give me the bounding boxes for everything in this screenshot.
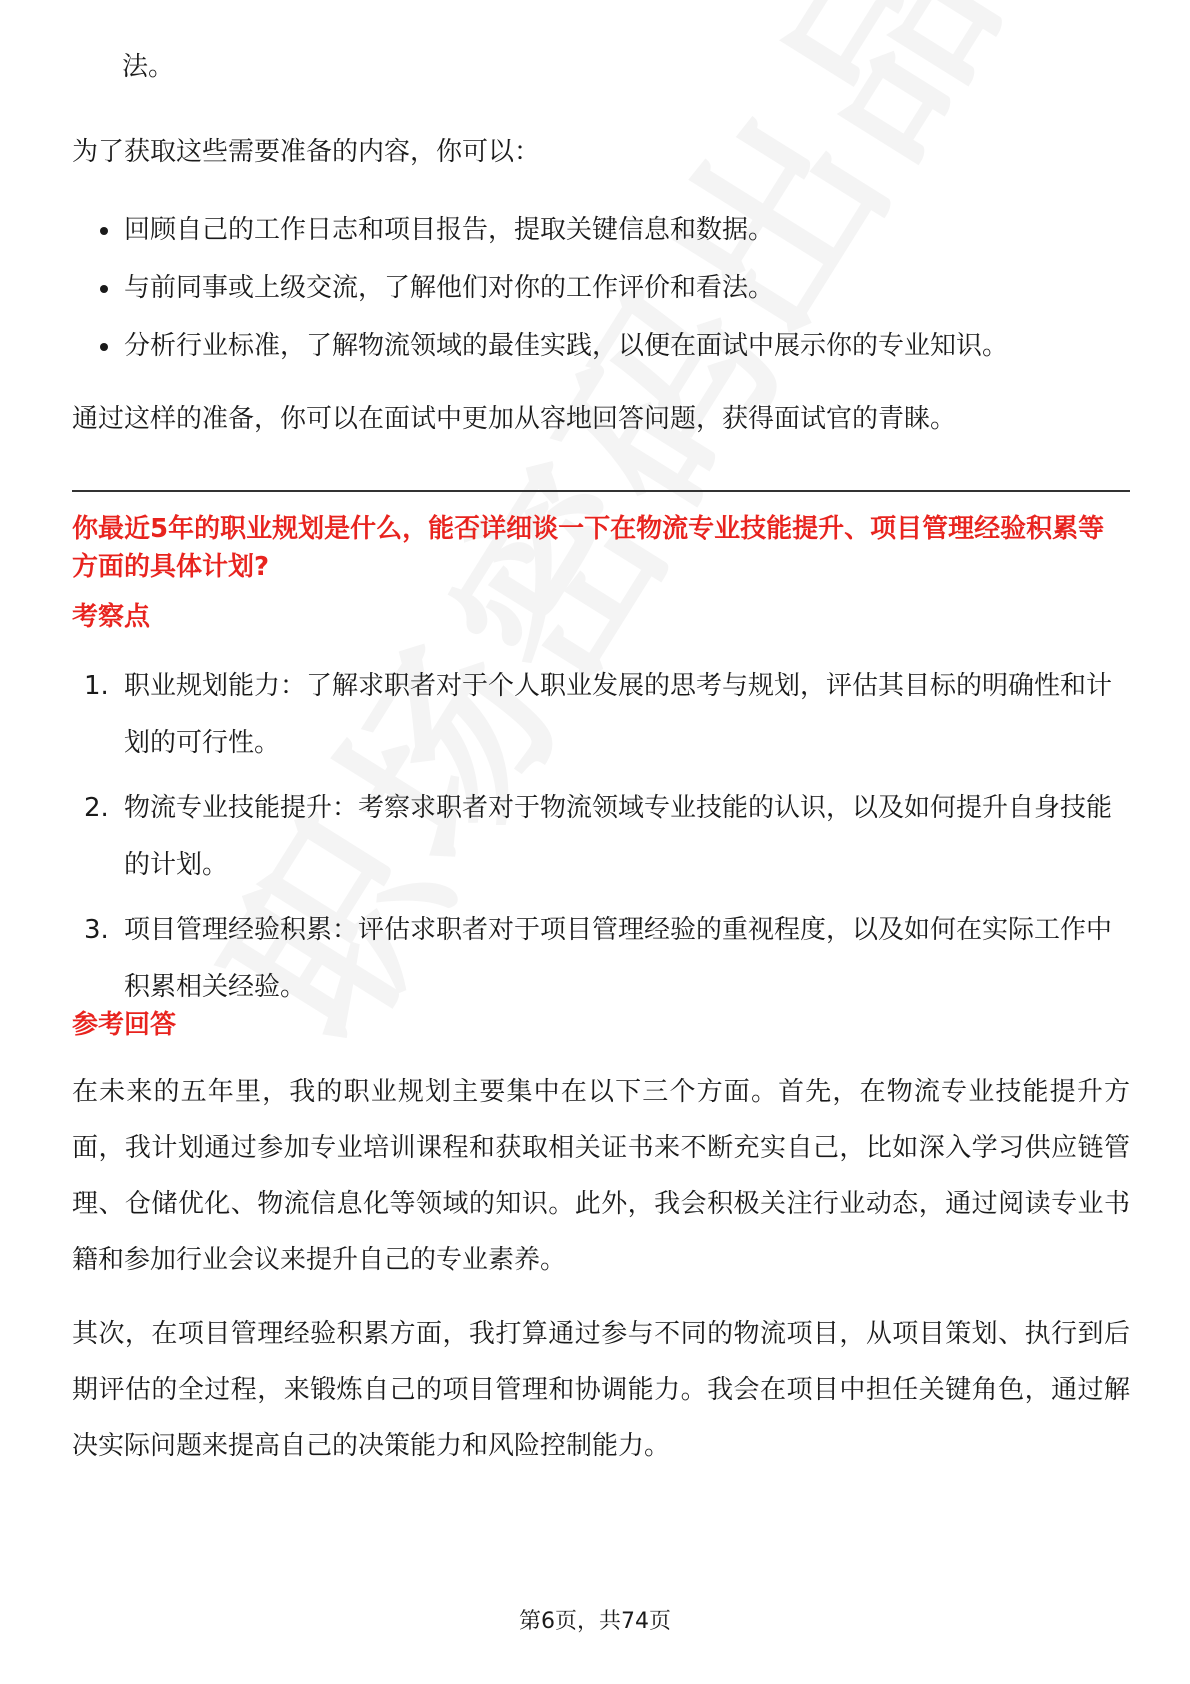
page-footer: 第6页，共74页	[519, 1609, 671, 1634]
list-item	[72, 658, 1130, 772]
fragment-text: 法。	[122, 52, 175, 82]
answer-heading: 参考回答	[72, 1010, 177, 1040]
list-item-text: 物流专业技能提升：考察求职者对于物流领域专业技能的认识，以及如何提升自身技能的计划。	[124, 793, 1113, 880]
list-number: 1.	[84, 671, 109, 701]
list-item	[72, 902, 1130, 1016]
list-item: 与前同事或上级交流，了解他们对你的工作评价和看法。	[72, 259, 1008, 317]
section-divider	[72, 490, 1130, 492]
list-item: 分析行业标准，了解物流领域的最佳实践，以便在面试中展示你的专业知识。	[72, 317, 1008, 375]
list-number: 2.	[84, 793, 109, 823]
list-item-text: 职业规划能力：了解求职者对于个人职业发展的思考与规划，评估其目标的明确性和计划的可行性。	[124, 671, 1113, 758]
answer-paragraph: 其次，在项目管理经验积累方面，我打算通过参与不同的物流项目，从项目策划、执行到后期评估的全过程，来锻炼自己的项目管理和协调能力。我会在项目中担任关键角色，通过解决实际问题来提高自己的决策能力和风险控制能力。	[72, 1319, 1130, 1461]
points-heading: 考察点	[72, 602, 151, 632]
bullet-list	[72, 201, 1008, 375]
list-item	[72, 780, 1130, 894]
list-number: 3.	[84, 915, 109, 945]
intro-lead: 为了获取这些需要准备的内容，你可以：	[72, 137, 541, 167]
list-item-text: 项目管理经验积累：评估求职者对于项目管理经验的重视程度，以及如何在实际工作中积累相关经验。	[124, 915, 1113, 1002]
points-list	[72, 658, 1130, 1024]
answer-paragraph: 在未来的五年里，我的职业规划主要集中在以下三个方面。首先，在物流专业技能提升方面，我计划通过参加专业培训课程和获取相关证书来不断充实自己，比如深入学习供应链管理、仓储优化、物流信息化等领域的知识。此外，我会积极关注行业动态，通过阅读专业书籍和参加行业会议来提升自己的专业素养。	[72, 1077, 1130, 1275]
list-item: 回顾自己的工作日志和项目报告，提取关键信息和数据。	[72, 201, 1008, 259]
question-title: 你最近5年的职业规划是什么，能否详细谈一下在物流专业技能提升、项目管理经验积累等方面的具体计划?	[72, 514, 1105, 582]
intro-conclusion: 通过这样的准备，你可以在面试中更加从容地回答问题，获得面试官的青睐。	[72, 404, 957, 434]
